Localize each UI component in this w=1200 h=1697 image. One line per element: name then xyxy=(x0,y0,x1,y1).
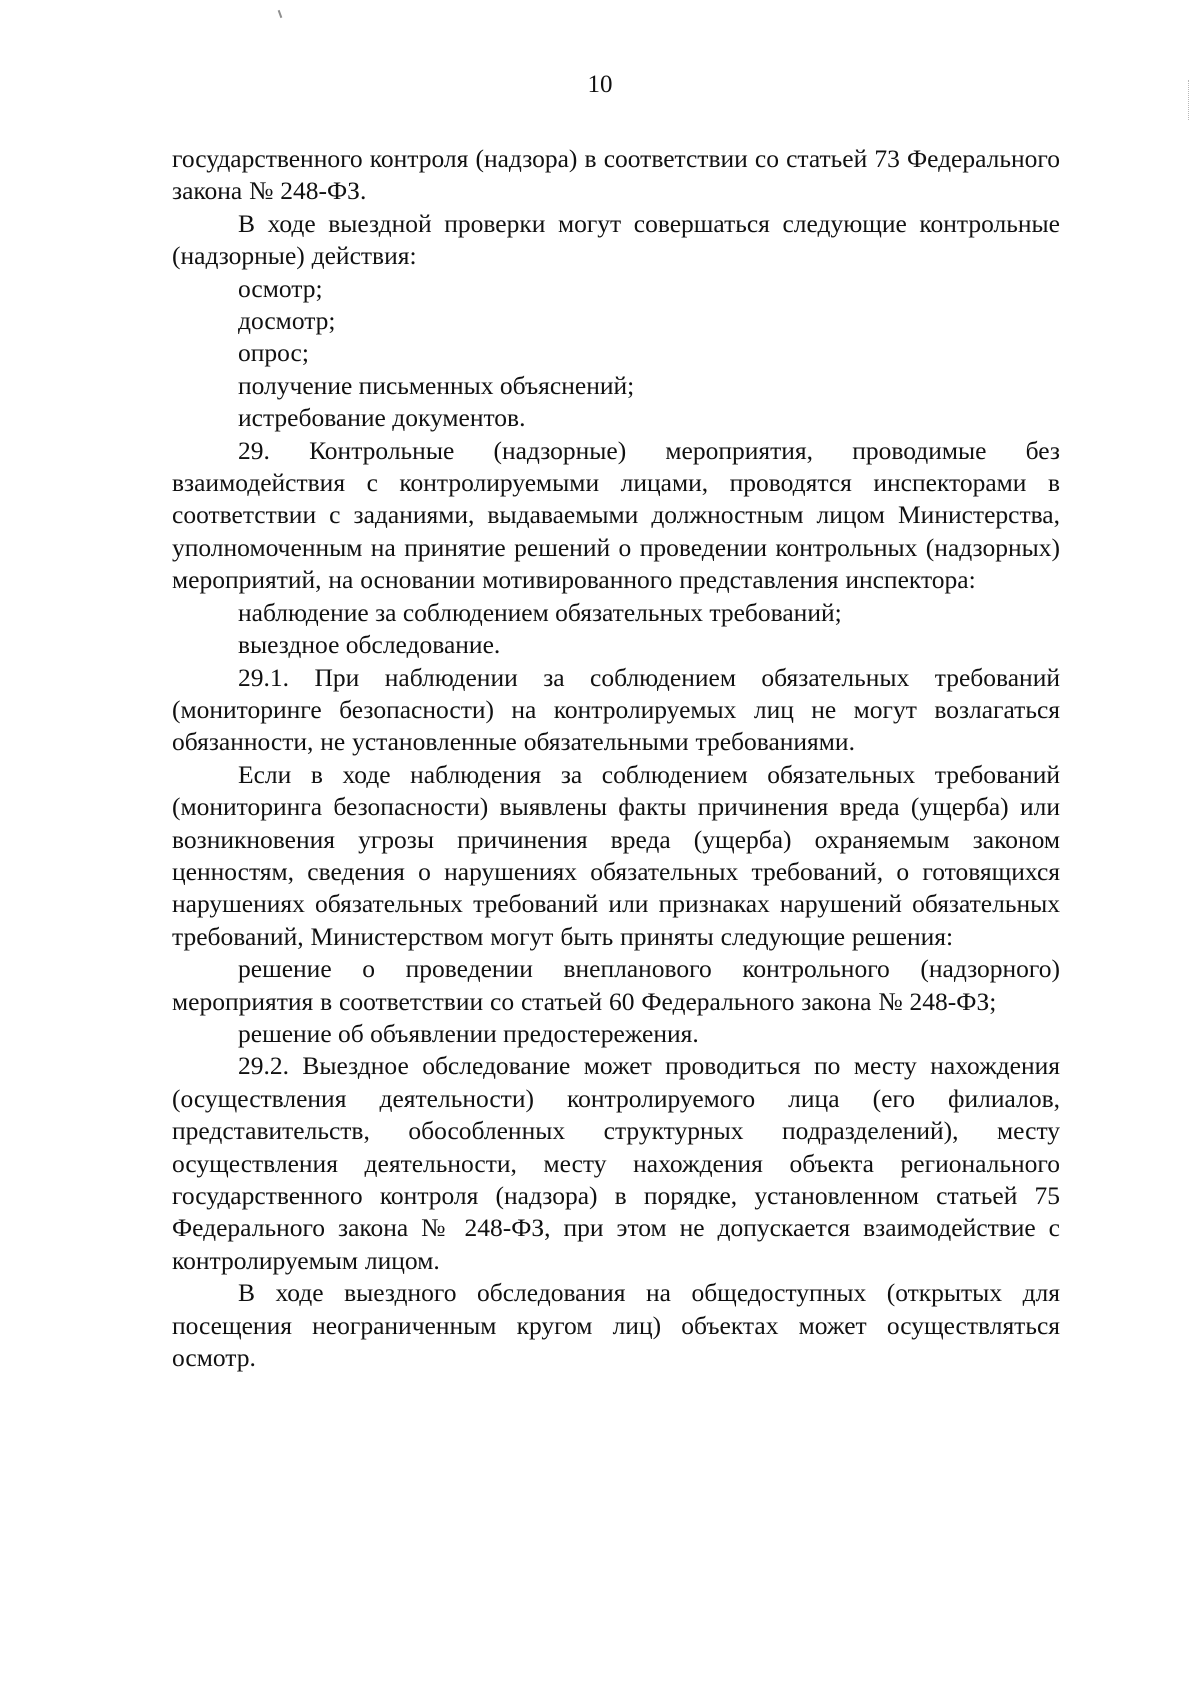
paragraph: 29.1. При наблюдении за соблюдением обязательных требований (мониторинге безопасности) на контролируемых лиц не могут возлагаться обязанности, не установленные обязательными требованиями. xyxy=(172,662,1060,757)
list-item: истребование документов. xyxy=(238,403,526,433)
paragraph: Если в ходе наблюдения за соблюдением обязательных требований (мониторинга безопасности) выявлены факты причинения вреда (ущерба) или возникновения угрозы причинения вреда (ущерба) охраняемым законом ценностям, сведения о нарушениях обязательных требований, о готовящихся нарушениях обязательных требований или признаках нарушений обязательных требований, Министерством могут быть приняты следующие решения: xyxy=(172,759,1060,951)
list-item: выездное обследование. xyxy=(238,630,501,660)
list-item: решение об объявлении предостережения. xyxy=(238,1018,699,1048)
list-item: получение письменных объяснений; xyxy=(238,370,635,400)
list-item: осмотр; xyxy=(238,273,323,303)
paragraph: решение о проведении внепланового контрольного (надзорного) мероприятия в соответствии со статьей 60 Федерального закона № 248-ФЗ; xyxy=(172,954,1060,1016)
scan-artifact xyxy=(278,10,283,18)
list-item: наблюдение за соблюдением обязательных требований; xyxy=(238,597,842,627)
page-number: 10 xyxy=(587,71,613,98)
paragraph: государственного контроля (надзора) в соответствии со статьей 73 Федерального закона № 248-ФЗ. xyxy=(172,144,1060,206)
paragraph: 29. Контрольные (надзорные) мероприятия, проводимые без взаимодействия с контролируемыми лицами, проводятся инспекторами в соответствии с заданиями, выдаваемыми должностным лицом Министерства, уполномоченным на принятие решений о проведении контрольных (надзорных) мероприятий, на основании мотивированного представления инспектора: xyxy=(172,435,1060,595)
list-item: опрос; xyxy=(238,338,309,368)
paragraph: 29.2. Выездное обследование может проводиться по месту нахождения (осуществления деятельности) контролируемого лица (его филиалов, представительств, обособленных структурных подразделений), месту осуществления деятельности, месту нахождения объекта регионального государственного контроля (надзора) в порядке, установленном статьей 75 Федерального закона № 248-ФЗ, при этом не допускается взаимодействие с контролируемым лицом. xyxy=(172,1051,1060,1275)
paragraph: В ходе выездной проверки могут совершаться следующие контрольные (надзорные) действия: xyxy=(172,208,1060,271)
document-body xyxy=(172,143,1060,1374)
paragraph: В ходе выездного обследования на общедоступных (открытых для посещения неограниченным кругом лиц) объектах может осуществляться осмотр. xyxy=(172,1278,1060,1373)
list-item: досмотр; xyxy=(238,306,336,336)
